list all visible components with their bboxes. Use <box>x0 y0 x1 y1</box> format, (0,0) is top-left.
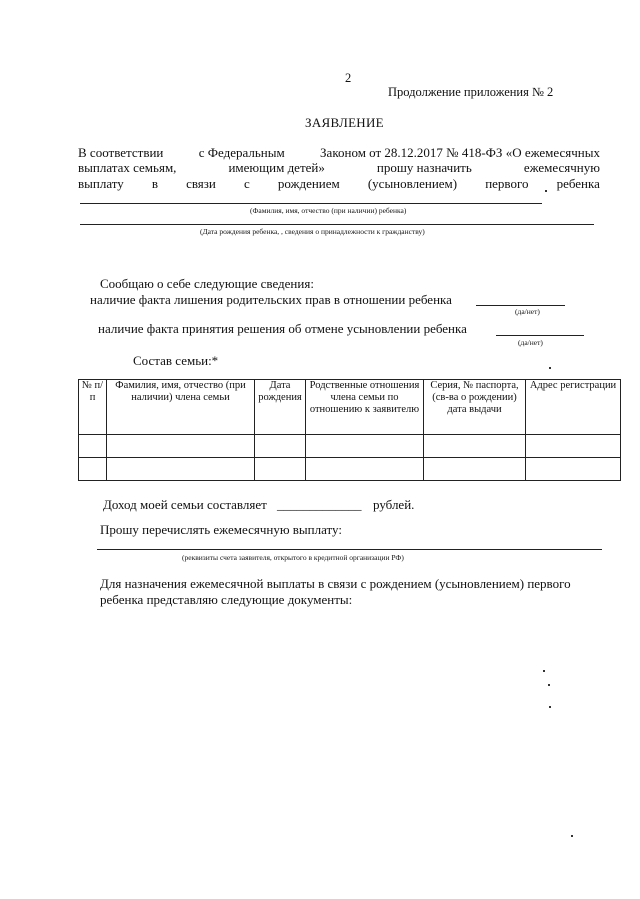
documents-line-2: ребенка представляю следующие документы: <box>100 592 353 607</box>
table-cell[interactable] <box>255 458 306 481</box>
intro-word: В соответствии <box>78 145 164 160</box>
table-cell[interactable] <box>424 435 526 458</box>
table-header-row <box>79 380 621 435</box>
table-row <box>79 435 621 458</box>
income-label: Доход моей семьи составляет <box>103 497 267 512</box>
page-number: 2 <box>345 71 352 85</box>
deprivation-caption: (да/нет) <box>515 307 540 316</box>
intro-word: рождением <box>277 176 340 191</box>
intro-word: Законом от 28.12.2017 № 418-ФЗ «О ежемесячных <box>320 145 600 160</box>
scan-speck <box>545 190 547 192</box>
intro-word: (усыновлением) <box>367 176 458 191</box>
deprivation-answer-line <box>476 305 565 306</box>
appendix-continuation: Продолжение приложения № 2 <box>388 85 554 99</box>
adoption-cancel-answer-line <box>496 335 584 336</box>
transfer-label: Прошу перечислять ежемесячную выплату: <box>100 522 342 537</box>
column-header-passport: Серия, № паспорта, (св-ва о рождении) дата выдачи <box>424 380 526 435</box>
info-intro: Сообщаю о себе следующие сведения: <box>100 276 314 291</box>
scan-speck <box>543 670 545 672</box>
column-header-number: № п/п <box>79 380 107 435</box>
scan-speck <box>548 684 550 686</box>
intro-word: с <box>243 176 250 191</box>
intro-line-2 <box>78 160 600 176</box>
intro-word: ребенка <box>556 176 600 191</box>
column-header-relation: Родственные отношения члена семьи по отношению к заявителю <box>306 380 424 435</box>
child-name-caption: (Фамилия, имя, отчество (при наличии) ребенка) <box>250 206 407 215</box>
intro-line-1 <box>78 145 600 161</box>
adoption-cancel-label: наличие факта принятия решения об отмене усыновлении ребенка <box>98 321 467 336</box>
account-line <box>97 549 602 550</box>
column-header-name: Фамилия, имя, отчество (при наличии) члена семьи <box>107 380 255 435</box>
scan-speck <box>549 706 551 708</box>
table-cell[interactable] <box>79 435 107 458</box>
intro-word: имеющим детей» <box>228 160 325 175</box>
table-cell[interactable] <box>424 458 526 481</box>
table-cell[interactable] <box>79 458 107 481</box>
table-cell[interactable] <box>107 435 255 458</box>
table-cell[interactable] <box>306 435 424 458</box>
intro-word: ежемесячную <box>523 160 600 175</box>
deprivation-label: наличие факта лишения родительских прав в отношении ребенка <box>90 292 452 307</box>
intro-word: с Федеральным <box>198 145 285 160</box>
scan-speck <box>571 835 573 837</box>
account-caption: (реквизиты счета заявителя, открытого в кредитной организации РФ) <box>182 553 404 562</box>
child-birth-line <box>80 224 594 225</box>
table-cell[interactable] <box>526 435 621 458</box>
intro-word: выплатах семьям, <box>78 160 177 175</box>
family-table <box>78 379 621 481</box>
table-cell[interactable] <box>107 458 255 481</box>
table-cell[interactable] <box>526 458 621 481</box>
intro-word: выплату <box>78 176 124 191</box>
intro-word: первого <box>485 176 529 191</box>
document-title: ЗАЯВЛЕНИЕ <box>305 115 384 130</box>
table-cell[interactable] <box>255 435 306 458</box>
intro-line-3 <box>78 176 600 192</box>
intro-word: связи <box>186 176 216 191</box>
child-name-line <box>80 203 542 204</box>
family-label: Состав семьи:* <box>133 353 219 368</box>
intro-word: в <box>151 176 158 191</box>
income-unit: рублей. <box>373 497 415 512</box>
column-header-birthdate: Дата рождения <box>255 380 306 435</box>
adoption-cancel-caption: (да/нет) <box>518 338 543 347</box>
table-cell[interactable] <box>306 458 424 481</box>
column-header-address: Адрес регистрации <box>526 380 621 435</box>
child-birth-caption: (Дата рождения ребенка, , сведения о принадлежности к гражданству) <box>200 227 425 236</box>
intro-word: прошу назначить <box>376 160 472 175</box>
scan-speck <box>549 367 551 369</box>
table-row <box>79 458 621 481</box>
documents-line-1: Для назначения ежемесячной выплаты в связи с рождением (усыновлением) первого <box>100 576 571 591</box>
income-blank[interactable]: _____________ <box>277 497 362 512</box>
